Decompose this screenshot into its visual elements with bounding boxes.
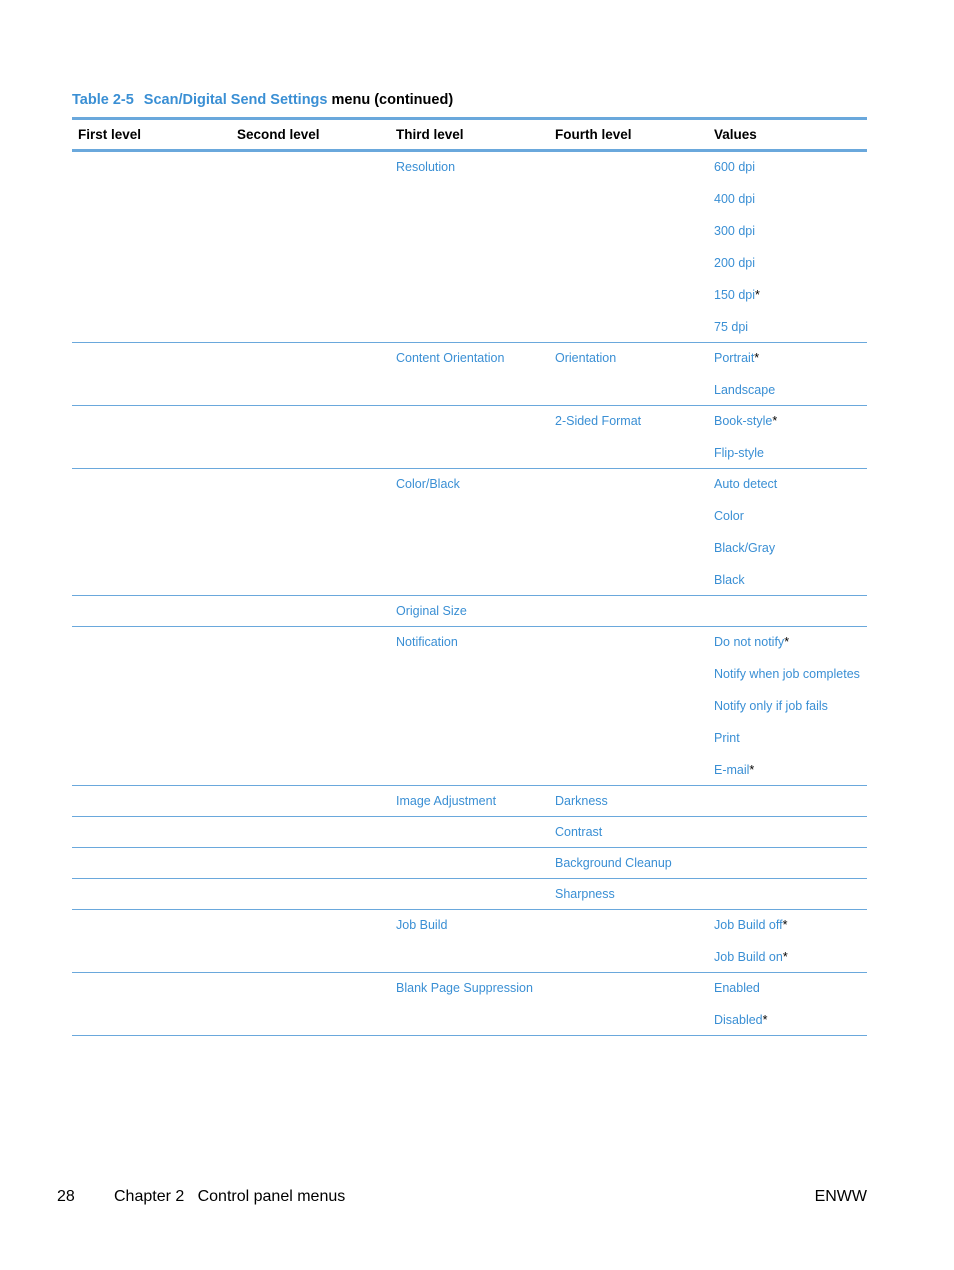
first-level-cell xyxy=(72,910,231,973)
value-item xyxy=(714,633,867,651)
header-fourth-level: Fourth level xyxy=(555,127,632,142)
value-text: 200 dpi xyxy=(714,256,756,270)
value-text: Landscape xyxy=(714,383,776,397)
value-item xyxy=(714,571,867,589)
values-cell xyxy=(708,973,867,1036)
footer-right-label: ENWW xyxy=(814,1188,867,1205)
third-level-cell xyxy=(390,406,549,469)
first-level-cell xyxy=(72,973,231,1036)
values-cell xyxy=(708,627,867,786)
value-text: Notify when job completes xyxy=(714,667,860,681)
second-level-cell xyxy=(231,973,390,1036)
header-first-level: First level xyxy=(78,127,142,142)
value-item xyxy=(714,318,867,336)
value-text: Portrait xyxy=(714,351,755,365)
third-level-cell xyxy=(390,817,549,848)
second-level-cell xyxy=(231,627,390,786)
third-level-cell: Color/Black xyxy=(396,477,460,491)
default-marker: * xyxy=(754,351,760,365)
default-marker: * xyxy=(782,918,788,932)
value-text: Flip-style xyxy=(714,446,765,460)
values-cell xyxy=(708,879,867,910)
second-level-cell xyxy=(231,879,390,910)
value-item xyxy=(714,507,867,525)
value-item xyxy=(714,190,867,208)
first-level-cell xyxy=(72,786,231,817)
second-level-cell xyxy=(231,469,390,596)
third-level-cell xyxy=(390,879,549,910)
third-level-cell: Resolution xyxy=(396,160,456,174)
first-level-cell xyxy=(72,879,231,910)
table-row xyxy=(72,343,867,406)
value-text: 75 dpi xyxy=(714,320,749,334)
table-row xyxy=(72,596,867,627)
value-item xyxy=(714,697,867,715)
menu-name: Scan/Digital Send Settings xyxy=(143,92,328,108)
fourth-level-cell xyxy=(549,151,708,343)
fourth-level-cell xyxy=(549,596,708,627)
chapter-title: Chapter 2 Control panel menus xyxy=(114,1188,346,1205)
values-cell xyxy=(708,910,867,973)
table-row xyxy=(72,910,867,973)
default-marker: * xyxy=(772,414,778,428)
second-level-cell xyxy=(231,151,390,343)
table-row xyxy=(72,879,867,910)
value-text: Black xyxy=(714,573,745,587)
first-level-cell xyxy=(72,406,231,469)
third-level-cell: Image Adjustment xyxy=(396,794,497,808)
value-text: Book-style xyxy=(714,414,773,428)
table-body xyxy=(72,151,867,1036)
value-item xyxy=(714,412,867,430)
second-level-cell xyxy=(231,786,390,817)
table-row xyxy=(72,817,867,848)
value-item xyxy=(714,761,867,779)
table-row xyxy=(72,786,867,817)
value-text: 300 dpi xyxy=(714,224,756,238)
value-item xyxy=(714,286,867,304)
fourth-level-cell: 2-Sided Format xyxy=(555,414,642,428)
header-row xyxy=(72,119,867,151)
first-level-cell xyxy=(72,151,231,343)
first-level-cell xyxy=(72,469,231,596)
value-item xyxy=(714,158,867,176)
first-level-cell xyxy=(72,343,231,406)
value-item xyxy=(714,349,867,367)
value-text: E-mail xyxy=(714,763,750,777)
value-item xyxy=(714,381,867,399)
table-number: Table 2-5 xyxy=(72,92,134,108)
value-item xyxy=(714,444,867,462)
value-item xyxy=(714,222,867,240)
third-level-cell: Notification xyxy=(396,635,458,649)
value-text: Job Build off xyxy=(714,918,783,932)
value-text: Color xyxy=(714,509,744,523)
value-item xyxy=(714,475,867,493)
values-cell xyxy=(708,343,867,406)
default-marker: * xyxy=(784,635,790,649)
table-row xyxy=(72,469,867,596)
values-cell xyxy=(708,848,867,879)
value-text: 400 dpi xyxy=(714,192,756,206)
caption-suffix: menu (continued) xyxy=(331,92,454,108)
value-item xyxy=(714,916,867,934)
second-level-cell xyxy=(231,596,390,627)
default-marker: * xyxy=(782,950,788,964)
header-values: Values xyxy=(714,127,757,142)
header-second-level: Second level xyxy=(237,127,320,142)
fourth-level-cell xyxy=(549,469,708,596)
fourth-level-cell: Orientation xyxy=(555,351,617,365)
fourth-level-cell xyxy=(549,973,708,1036)
third-level-cell: Content Orientation xyxy=(396,351,505,365)
default-marker: * xyxy=(749,763,755,777)
value-text: Auto detect xyxy=(714,477,778,491)
first-level-cell xyxy=(72,848,231,879)
table-row xyxy=(72,973,867,1036)
value-text: Do not notify xyxy=(714,635,785,649)
default-marker: * xyxy=(755,288,760,302)
header-third-level: Third level xyxy=(396,127,464,142)
value-text: Print xyxy=(714,731,740,745)
value-text: Black/Gray xyxy=(714,541,776,555)
value-item xyxy=(714,539,867,557)
values-cell xyxy=(708,596,867,627)
value-text: Enabled xyxy=(714,981,760,995)
default-marker: * xyxy=(762,1013,768,1027)
page-number: 28 xyxy=(57,1188,75,1205)
second-level-cell xyxy=(231,406,390,469)
fourth-level-cell: Contrast xyxy=(555,825,603,839)
value-text: Job Build on xyxy=(714,950,783,964)
fourth-level-cell: Darkness xyxy=(555,794,608,808)
third-level-cell xyxy=(390,848,549,879)
fourth-level-cell: Background Cleanup xyxy=(555,856,672,870)
third-level-cell: Blank Page Suppression xyxy=(396,981,533,995)
table-row xyxy=(72,848,867,879)
value-item xyxy=(714,665,867,683)
table-caption xyxy=(72,92,453,108)
table-row xyxy=(72,406,867,469)
value-text: Disabled xyxy=(714,1013,763,1027)
fourth-level-cell xyxy=(549,627,708,786)
value-item xyxy=(714,254,867,272)
second-level-cell xyxy=(231,817,390,848)
table-row xyxy=(72,151,867,343)
third-level-cell: Job Build xyxy=(396,918,448,932)
value-text: 600 dpi xyxy=(714,160,756,174)
value-item xyxy=(714,948,867,966)
value-item xyxy=(714,979,867,997)
first-level-cell xyxy=(72,627,231,786)
value-item xyxy=(714,1011,867,1029)
second-level-cell xyxy=(231,343,390,406)
second-level-cell xyxy=(231,910,390,973)
value-item xyxy=(714,729,867,747)
value-text: 150 dpi xyxy=(714,288,756,302)
first-level-cell xyxy=(72,817,231,848)
fourth-level-cell xyxy=(549,910,708,973)
settings-table xyxy=(72,117,867,1036)
first-level-cell xyxy=(72,596,231,627)
value-text: Notify only if job fails xyxy=(714,699,828,713)
values-cell xyxy=(708,817,867,848)
values-cell xyxy=(708,786,867,817)
third-level-cell: Original Size xyxy=(396,604,467,618)
fourth-level-cell: Sharpness xyxy=(555,887,615,901)
values-cell xyxy=(708,406,867,469)
values-cell xyxy=(708,469,867,596)
values-cell xyxy=(708,151,867,343)
table-row xyxy=(72,627,867,786)
second-level-cell xyxy=(231,848,390,879)
